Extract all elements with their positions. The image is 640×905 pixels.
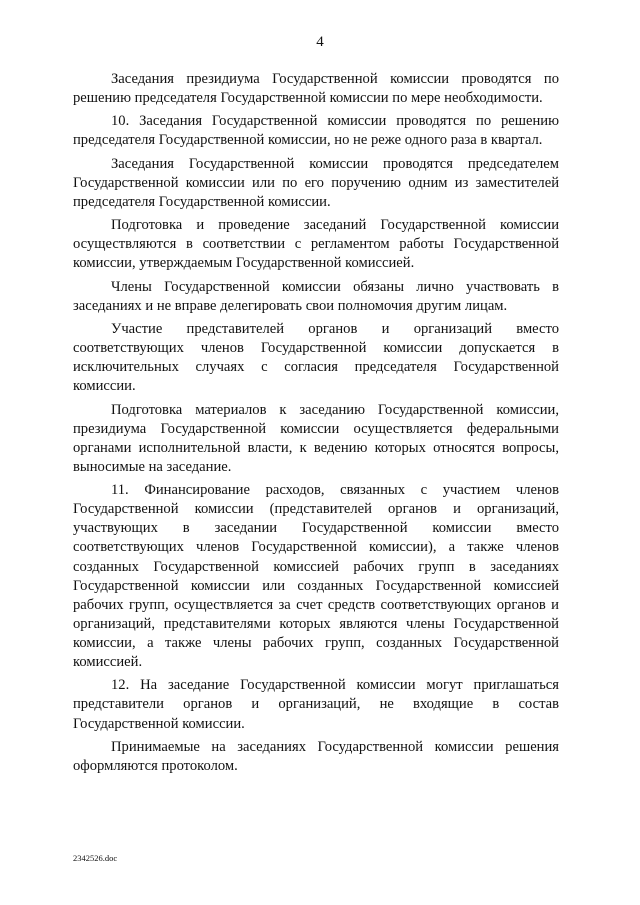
page-number: 4 (316, 34, 324, 50)
paragraph-protocol: Принимаемые на заседаниях Государственной комиссии решения оформляются протоколом. (73, 738, 559, 774)
document-file-code: 2342526.doc (73, 853, 118, 863)
paragraph-meeting-regulations: Подготовка и проведение заседаний Государственной комиссии осуществляются в соответствии с регламентом работы Государственной комиссии, утверждаемым Государственной комиссией. (73, 217, 559, 272)
document-body (73, 70, 559, 780)
paragraph-presidium-meetings: Заседания президиума Государственной комиссии проводятся по решению председателя Государственной комиссии по мере необходимости. (73, 71, 559, 107)
paragraph-member-participation: Члены Государственной комиссии обязаны лично участвовать в заседаниях и не вправе делегировать свои полномочия другим лицам. (73, 278, 559, 314)
paragraph-representatives: Участие представителей органов и организаций вместо соответствующих членов Государственной комиссии допускается в исключительных случаях с согласия председателя Государственной комиссии. (73, 321, 559, 395)
paragraph-meeting-chair: Заседания Государственной комиссии проводятся председателем Государственной комиссии или по его поручению одним из заместителей председателя Государственной комиссии. (73, 155, 559, 210)
paragraph-item-11: 11. Финансирование расходов, связанных с участием членов Государственной комиссии (представителей органов и организаций, участвующих в заседании Государственной комиссии вместо соответствующих членов Государственной комиссии), а также членов созданных Государственной комиссией рабочих групп в заседаниях Государственной комиссии или созданных Государственной комиссией рабочих групп, осуществляется за счет средств соответствующих органов и организаций, представителями которых являются члены Государственной комиссии, а также члены рабочих групп, созданных Государственной комиссией. (73, 482, 559, 671)
paragraph-item-10: 10. Заседания Государственной комиссии проводятся по решению председателя Государственной комиссии, но не реже одного раза в квартал. (73, 113, 559, 149)
paragraph-item-12: 12. На заседание Государственной комиссии могут приглашаться представители органов и организаций, не входящие в состав Государственной комиссии. (73, 677, 559, 732)
paragraph-materials-preparation: Подготовка материалов к заседанию Государственной комиссии, президиума Государственной комиссии осуществляется федеральными органами исполнительной власти, к ведению которых относятся вопросы, выносимые на заседание. (73, 401, 559, 475)
